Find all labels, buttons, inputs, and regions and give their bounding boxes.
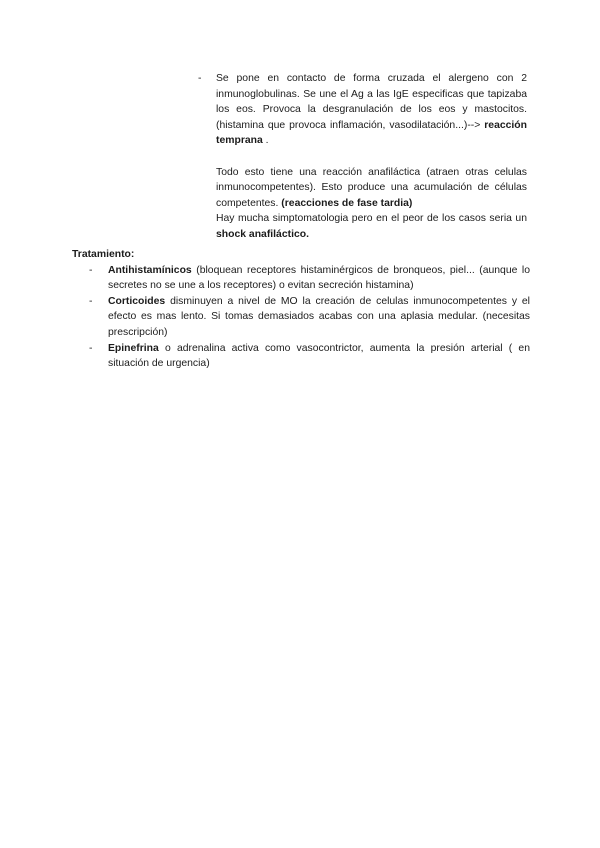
list-bullet: -	[89, 295, 93, 307]
list-item	[72, 341, 530, 372]
paragraph-text: Todo esto tiene una reacción anafiláctica (atraen otras celulas inmunocompetentes). Esto produce una acumulación de células competentes.	[216, 166, 527, 209]
paragraph-text: Se pone en contacto de forma cruzada el alergeno con 2 inmunoglobulinas. Se une el Ag a las IgE especificas que tapizaba los eos. Provoca la desgranulación de los eos y mastocitos. (histamina que provoca inflamación, vasodilatación...)-->	[216, 73, 527, 131]
bold-term-anaphylactic-shock: shock anafiláctico.	[216, 228, 309, 240]
mechanism-body	[216, 71, 527, 243]
treatment-section	[72, 247, 530, 372]
treatment-heading: Tratamiento:	[72, 249, 135, 260]
drug-name: Antihistamínicos	[108, 264, 192, 276]
bold-term-early-reaction: reacción temprana	[216, 119, 527, 147]
drug-description: disminuyen a nivel de MO la creación de celulas inmunocompetentes y el efecto es mas lento. Si tomas demasiados acabas con una aplasia medular. (necesitas prescripción)	[108, 295, 530, 338]
drug-name: Epinefrina	[108, 342, 159, 354]
list-bullet: -	[198, 73, 202, 84]
paragraph-gap	[216, 149, 527, 165]
allergy-mechanism-block	[198, 71, 527, 243]
paragraph-end: .	[262, 135, 269, 147]
list-bullet: -	[89, 342, 93, 354]
list-bullet: -	[89, 264, 93, 276]
list-item	[72, 263, 530, 294]
anaphylaxis-paragraph	[216, 165, 527, 212]
bold-term-late-phase: (reacciones de fase tardia)	[281, 197, 413, 209]
mechanism-paragraph	[216, 71, 527, 149]
treatment-list	[72, 263, 530, 372]
drug-description: (bloquean receptores histaminérgicos de bronqueos, piel... (aunque lo secretes no se une a los receptores) o evitan secreción histamina)	[108, 264, 530, 292]
shock-paragraph	[216, 211, 527, 242]
drug-description: o adrenalina activa como vasocontrictor, aumenta la presión arterial ( en situación de urgencia)	[108, 342, 530, 370]
drug-name: Corticoides	[108, 295, 166, 307]
paragraph-text: Hay mucha simptomatologia pero en el peor de los casos seria un	[216, 213, 527, 225]
list-item	[72, 294, 530, 341]
